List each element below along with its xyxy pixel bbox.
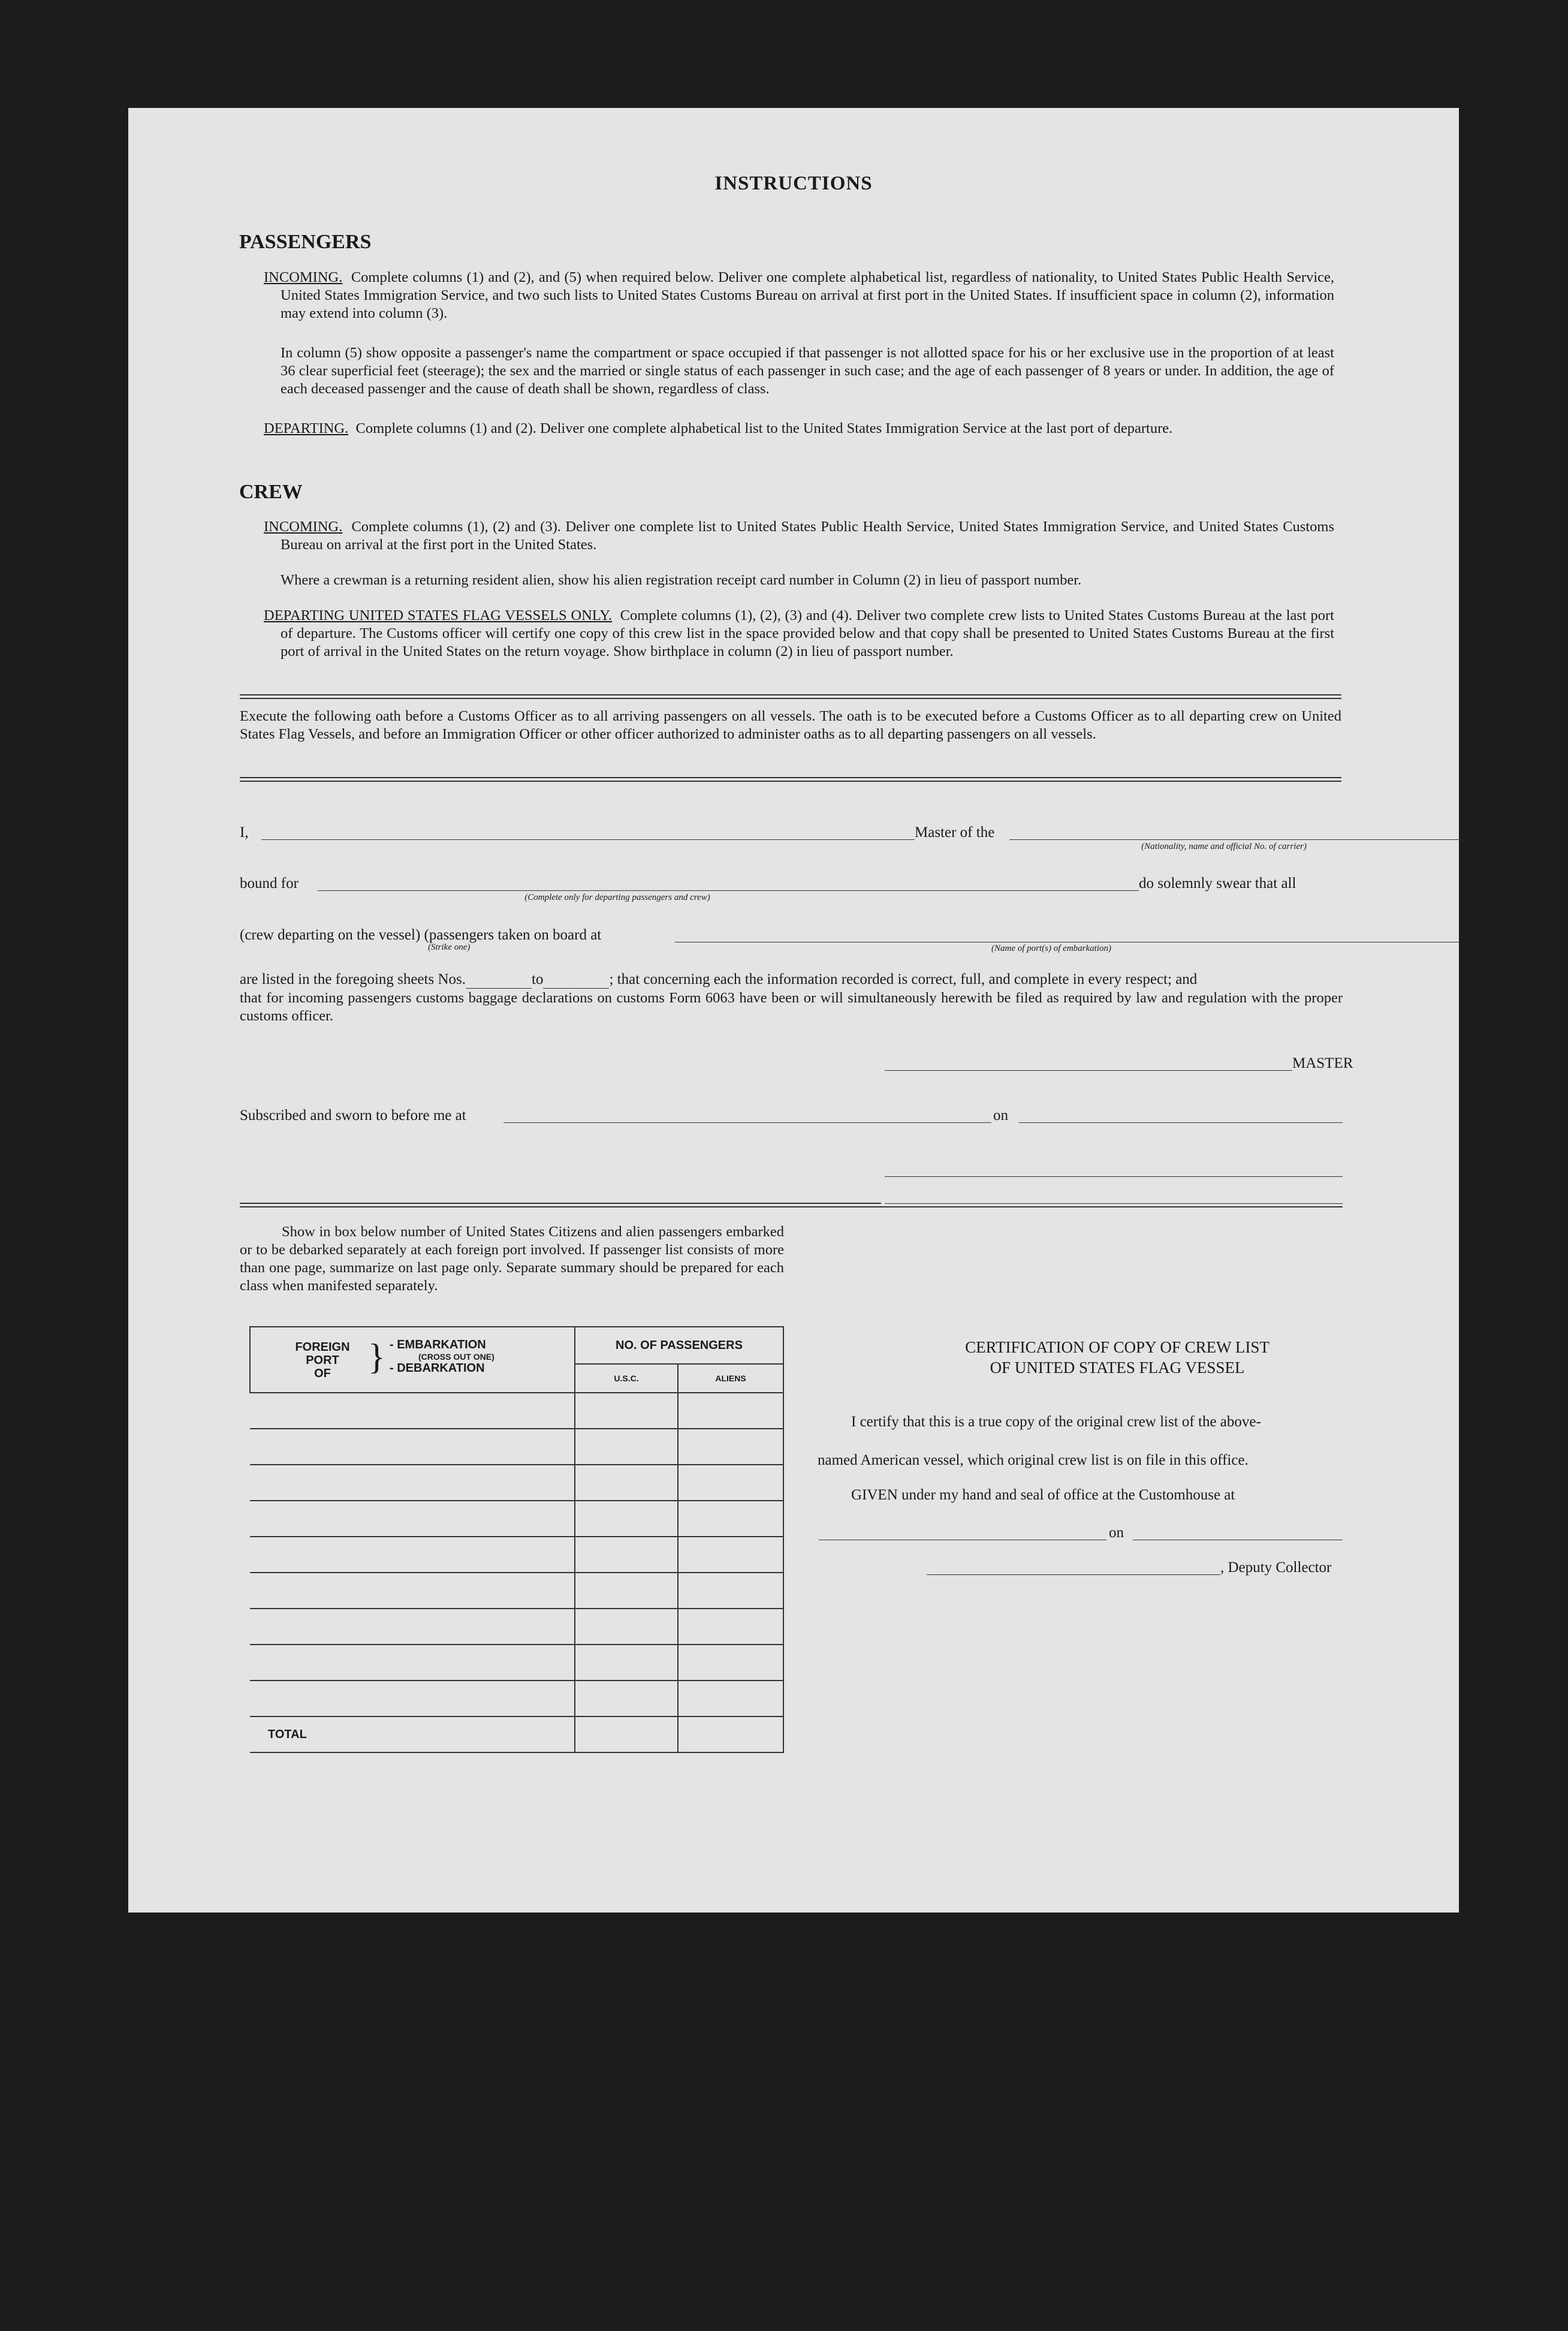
passengers-header-cell	[575, 1327, 783, 1393]
usc-cell[interactable]	[575, 1393, 678, 1429]
of-label: OF	[314, 1367, 331, 1380]
sworn-on-label: on	[993, 1107, 1008, 1124]
summary-intro-text: Show in box below number of United States Citizens and alien passengers embarked or to be debarked separately at each foreign port involved. If passenger list consists of more than one page, summarize on last page only. Separate summary should be prepared for each class when manifested separately.	[240, 1224, 784, 1294]
port-cell[interactable]	[250, 1429, 575, 1465]
port-label: PORT	[306, 1354, 339, 1367]
crew-departing-section	[264, 607, 1334, 661]
summary-intro-section	[240, 1223, 784, 1295]
aliens-cell[interactable]	[678, 1645, 783, 1681]
aliens-cell[interactable]	[678, 1501, 783, 1537]
master-label: MASTER	[1292, 1055, 1353, 1071]
divider-rule	[240, 698, 1341, 699]
master-name-field[interactable]	[261, 839, 915, 840]
crew-resident-section	[281, 571, 1334, 589]
cert-on-label: on	[1109, 1525, 1124, 1541]
certification-heading-1: CERTIFICATION OF COPY OF CREW LIST	[965, 1338, 1270, 1356]
usc-cell[interactable]	[575, 1501, 678, 1537]
listed-line2-section	[240, 989, 1343, 1025]
given-text: GIVEN under my hand and seal of office at the Customhouse at	[851, 1487, 1235, 1503]
port-cell[interactable]	[250, 1681, 575, 1716]
crew-resident-text: Where a crewman is a returning resident alien, show his alien registration receipt card number in Column (2) in lieu of passport number.	[281, 572, 1082, 588]
subscribed-label: Subscribed and sworn to before me at	[240, 1107, 466, 1124]
officer-signature-field[interactable]	[885, 1176, 1343, 1177]
table-row	[250, 1465, 783, 1501]
sheet-to-field[interactable]	[543, 971, 609, 989]
table-row	[250, 1645, 783, 1681]
usc-cell[interactable]	[575, 1537, 678, 1573]
port-cell[interactable]	[250, 1573, 575, 1609]
table-row	[250, 1609, 783, 1645]
passengers-departing-section	[264, 420, 1334, 438]
cross-out-label: (CROSS OUT ONE)	[418, 1352, 494, 1362]
passengers-incoming-label: INCOMING.	[264, 269, 343, 285]
passengers-heading: PASSENGERS	[239, 231, 372, 253]
deputy-signature-field[interactable]	[927, 1574, 1220, 1575]
listed-sheets-section	[240, 971, 1343, 989]
certify-text-2: named American vessel, which original crew list is on file in this office.	[818, 1452, 1249, 1468]
nationality-caption: (Nationality, name and official No. of carrier)	[1141, 842, 1307, 851]
master-signature-field[interactable]	[885, 1070, 1292, 1071]
page-title: INSTRUCTIONS	[714, 173, 873, 194]
table-row	[250, 1501, 783, 1537]
aliens-cell[interactable]	[678, 1573, 783, 1609]
carrier-field[interactable]	[1009, 839, 1463, 840]
close-paren: )	[1460, 927, 1466, 943]
master-of-the-label: Master of the	[915, 824, 995, 841]
table-row	[250, 1537, 783, 1573]
aliens-cell[interactable]	[678, 1465, 783, 1501]
port-cell[interactable]	[250, 1645, 575, 1681]
sworn-place-field[interactable]	[503, 1122, 991, 1123]
port-cell[interactable]	[250, 1465, 575, 1501]
passengers-departing-text: Complete columns (1) and (2). Deliver one complete alphabetical list to the United States Immigration Service at the last port of departure.	[355, 420, 1173, 436]
embarkation-label: - EMBARKATION	[390, 1338, 486, 1351]
listed-sheets-label: are listed in the foregoing sheets Nos.	[240, 971, 466, 987]
aliens-cell[interactable]	[678, 1393, 783, 1429]
table-row	[250, 1393, 783, 1429]
port-cell[interactable]	[250, 1501, 575, 1537]
divider-rule	[240, 777, 1341, 778]
usc-cell[interactable]	[575, 1681, 678, 1716]
usc-cell[interactable]	[575, 1573, 678, 1609]
oath-instructions-section	[240, 707, 1341, 743]
passenger-summary-table	[249, 1326, 784, 1753]
passengers-column5-section	[281, 344, 1334, 398]
port-header-cell	[250, 1327, 575, 1393]
crew-incoming-label: INCOMING.	[264, 519, 343, 535]
aliens-label: ALIENS	[715, 1374, 746, 1383]
complete-only-caption: (Complete only for departing passengers and crew)	[524, 893, 710, 902]
total-label: TOTAL	[250, 1716, 575, 1752]
usc-label: U.S.C.	[575, 1365, 679, 1392]
aliens-cell[interactable]	[678, 1609, 783, 1645]
listed-line2-text: that for incoming passengers customs baggage declarations on customs Form 6063 have been or will simultaneously herewith be filed as required by law and regulation with the proper customs officer.	[240, 990, 1343, 1024]
bound-for-field[interactable]	[318, 890, 1139, 891]
crew-incoming-section	[264, 518, 1334, 554]
oath-i-label: I,	[240, 824, 249, 841]
crew-heading: CREW	[239, 481, 303, 503]
passengers-incoming-section	[264, 269, 1334, 323]
listed-rest-text: ; that concerning each the information recorded is correct, full, and complete in every respect; and	[609, 971, 1198, 987]
crew-departing-label: DEPARTING UNITED STATES FLAG VESSELS ONLY.	[264, 607, 613, 624]
oath-instructions-text: Execute the following oath before a Customs Officer as to all arriving passengers on all vessels. The oath is to be executed before a Customs Officer as to all departing crew on United States Flag Vessels, and before an Immigration Officer or other officer authorized to administer oaths as to all departing passengers on all vessels.	[240, 708, 1341, 742]
total-aliens-cell[interactable]	[678, 1716, 783, 1752]
aliens-cell[interactable]	[678, 1537, 783, 1573]
divider-rule	[240, 781, 1341, 782]
total-row	[250, 1716, 783, 1752]
certification-heading-2: OF UNITED STATES FLAG VESSEL	[990, 1359, 1245, 1377]
passengers-incoming-text: Complete columns (1) and (2), and (5) when required below. Deliver one complete alphabetical list, regardless of nationality, to United States Public Health Service, United States Immigration Service, and two such lists to United States Customs Bureau on arrival at first port in the United States. If insufficient space in column (2), information may extend into column (3).	[281, 269, 1335, 321]
brace-icon: }	[368, 1337, 385, 1377]
table-row	[250, 1681, 783, 1716]
aliens-cell[interactable]	[678, 1681, 783, 1716]
sheet-from-field[interactable]	[466, 971, 532, 989]
strike-one-caption: (Strike one)	[428, 942, 471, 952]
total-usc-cell[interactable]	[575, 1716, 678, 1752]
divider-rule	[240, 694, 1341, 695]
crew-passengers-label: (crew departing on the vessel) (passengers taken on board at	[240, 927, 602, 943]
crew-incoming-text: Complete columns (1), (2) and (3). Deliver one complete list to United States Public Health Service, United States Immigration Service, and United States Customs Bureau on arrival at the first port in the United States.	[281, 519, 1334, 553]
table-row	[250, 1573, 783, 1609]
passengers-column5-text: In column (5) show opposite a passenger's name the compartment or space occupied if that passenger is not allotted space for his or her exclusive use in the proportion of at least 36 clear superficial feet (steerage); the sex and the married or single status of each passenger in such case; and the age of each passenger of 8 years or under. In addition, the age of each deceased passenger and the cause of death shall be shown, regardless of class.	[281, 345, 1334, 397]
officer-title-field[interactable]	[885, 1203, 1343, 1204]
name-of-ports-caption: (Name of port(s) of embarkation)	[991, 944, 1111, 953]
usc-cell[interactable]	[575, 1429, 678, 1465]
bound-for-label: bound for	[240, 875, 298, 892]
port-cell[interactable]	[250, 1609, 575, 1645]
port-cell[interactable]	[250, 1537, 575, 1573]
foreign-label: FOREIGN	[295, 1341, 350, 1354]
table-row	[250, 1429, 783, 1465]
port-cell[interactable]	[250, 1393, 575, 1429]
certify-text-1: I certify that this is a true copy of the original crew list of the above-	[851, 1414, 1261, 1430]
sworn-date-field[interactable]	[1019, 1122, 1343, 1123]
usc-cell[interactable]	[575, 1609, 678, 1645]
debarkation-label: - DEBARKATION	[390, 1362, 485, 1375]
do-solemnly-label: do solemnly swear that all	[1139, 875, 1296, 892]
crew-departing-text: Complete columns (1), (2), (3) and (4). Deliver two complete crew lists to United States Customs Bureau at the last port of departure. The Customs officer will certify one copy of this crew list in the space provided below and that copy shall be presented to United States Customs Bureau at the first port of arrival in the United States on the return voyage. Show birthplace in column (2) in lieu of passport number.	[281, 607, 1334, 659]
divider-rule	[240, 1206, 1343, 1207]
divider-rule	[240, 1203, 881, 1204]
usc-cell[interactable]	[575, 1465, 678, 1501]
no-of-passengers-label: NO. OF PASSENGERS	[575, 1327, 783, 1365]
aliens-cell[interactable]	[678, 1429, 783, 1465]
passengers-departing-label: DEPARTING.	[264, 420, 349, 436]
usc-cell[interactable]	[575, 1645, 678, 1681]
deputy-collector-label: , Deputy Collector	[1220, 1559, 1332, 1576]
form-page	[128, 108, 1466, 1913]
to-label: to	[532, 971, 544, 987]
